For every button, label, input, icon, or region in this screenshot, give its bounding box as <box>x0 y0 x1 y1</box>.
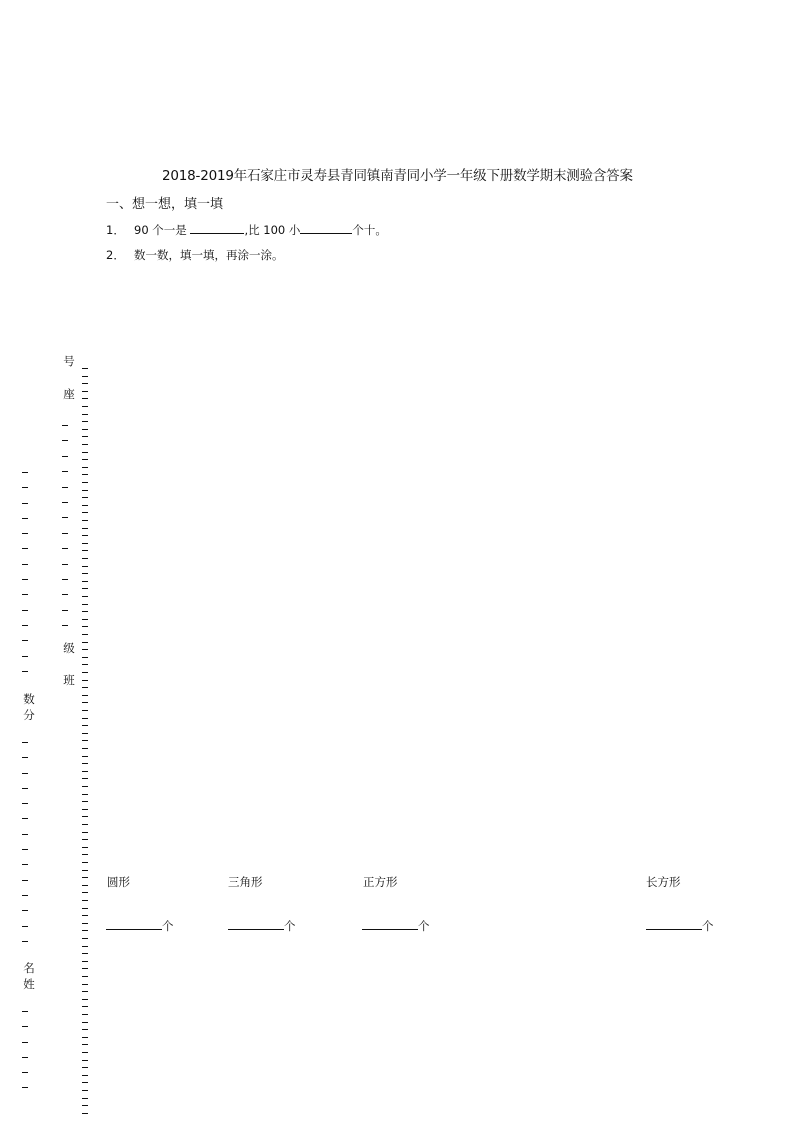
question-1 <box>106 221 387 238</box>
margin-dash <box>82 444 88 445</box>
margin-dash <box>82 1037 88 1038</box>
answer-blank[interactable] <box>190 221 244 234</box>
margin-dash <box>82 368 88 369</box>
margin-dash <box>22 742 28 743</box>
margin-dash <box>82 718 88 719</box>
margin-dash <box>82 801 88 802</box>
margin-dash <box>82 1060 88 1061</box>
margin-dash <box>82 1022 88 1023</box>
margin-dash <box>82 528 88 529</box>
question-2 <box>106 247 284 263</box>
question-number: 1． <box>106 223 125 237</box>
margin-dash <box>82 748 88 749</box>
margin-dash <box>82 877 88 878</box>
margin-dash <box>82 452 88 453</box>
margin-dash <box>82 512 88 513</box>
margin-dash <box>82 406 88 407</box>
margin-dash <box>22 640 28 641</box>
margin-dash <box>22 1087 28 1088</box>
margin-dash <box>82 649 88 650</box>
margin-dash <box>82 505 88 506</box>
seat-number-label: 号 <box>63 354 75 368</box>
margin-dash <box>82 900 88 901</box>
answer-blank[interactable] <box>106 919 162 930</box>
margin-dash <box>82 702 88 703</box>
margin-dash <box>82 930 88 931</box>
margin-dash <box>62 594 68 595</box>
question-number: 2． <box>106 248 125 262</box>
margin-dash <box>82 1006 88 1007</box>
margin-dash <box>22 803 28 804</box>
margin-dash <box>82 763 88 764</box>
margin-dash <box>82 885 88 886</box>
margin-dash <box>22 472 28 473</box>
margin-dash <box>82 672 88 673</box>
margin-dash <box>62 471 68 472</box>
margin-dash <box>82 467 88 468</box>
margin-dash <box>82 756 88 757</box>
margin-dash <box>82 794 88 795</box>
margin-dash <box>82 1014 88 1015</box>
margin-dash <box>22 773 28 774</box>
margin-dash <box>82 870 88 871</box>
margin-dash <box>82 1044 88 1045</box>
margin-dash <box>62 502 68 503</box>
shape-label-square: 正方形 <box>363 875 398 889</box>
margin-dash <box>82 984 88 985</box>
margin-dash <box>82 611 88 612</box>
margin-dash <box>82 398 88 399</box>
margin-dash <box>82 771 88 772</box>
margin-dash <box>22 1026 28 1027</box>
triangle-count: 个 <box>228 918 296 934</box>
margin-dash <box>82 710 88 711</box>
question-text: ,比 100 小 <box>244 223 301 237</box>
margin-dash <box>82 497 88 498</box>
margin-dash <box>82 991 88 992</box>
margin-dash <box>82 778 88 779</box>
margin-dash <box>82 786 88 787</box>
margin-dash <box>82 892 88 893</box>
margin-dash <box>82 740 88 741</box>
name-label: 名 姓 <box>23 961 35 991</box>
margin-dash <box>82 619 88 620</box>
margin-dash <box>82 436 88 437</box>
shape-label-triangle: 三角形 <box>228 875 263 889</box>
class-label: 班 <box>63 673 75 687</box>
margin-dash <box>82 474 88 475</box>
margin-dash <box>82 535 88 536</box>
margin-dash <box>82 1098 88 1099</box>
margin-dash <box>22 864 28 865</box>
margin-dash <box>82 824 88 825</box>
question-text: 90 个一是 <box>134 223 187 237</box>
margin-dash <box>82 1105 88 1106</box>
margin-dash <box>82 604 88 605</box>
margin-dash <box>62 610 68 611</box>
margin-dash <box>82 1082 88 1083</box>
margin-dash <box>82 938 88 939</box>
margin-dash <box>82 566 88 567</box>
margin-dash <box>82 946 88 947</box>
seat-number-label: 座 <box>63 387 75 401</box>
margin-dash <box>82 908 88 909</box>
answer-blank[interactable] <box>300 221 352 234</box>
margin-dash <box>82 429 88 430</box>
margin-dash <box>82 839 88 840</box>
margin-dash <box>82 573 88 574</box>
margin-dash <box>82 581 88 582</box>
margin-dash <box>62 425 68 426</box>
margin-dash <box>82 558 88 559</box>
margin-dash <box>82 664 88 665</box>
shape-label-rectangle: 长方形 <box>646 875 681 889</box>
margin-dash <box>82 550 88 551</box>
margin-dash <box>82 961 88 962</box>
margin-dash <box>82 854 88 855</box>
margin-dash <box>22 788 28 789</box>
margin-dash <box>22 1011 28 1012</box>
margin-dash <box>82 1052 88 1053</box>
margin-dash <box>82 642 88 643</box>
answer-blank[interactable] <box>228 919 284 930</box>
margin-dash <box>82 953 88 954</box>
margin-dash <box>22 1042 28 1043</box>
margin-dash <box>82 596 88 597</box>
margin-dash <box>62 456 68 457</box>
margin-dash <box>82 915 88 916</box>
margin-dash <box>82 414 88 415</box>
margin-dash <box>82 383 88 384</box>
margin-dash <box>82 687 88 688</box>
margin-dash <box>22 926 28 927</box>
margin-dash <box>22 941 28 942</box>
margin-dash <box>62 625 68 626</box>
margin-dash <box>22 895 28 896</box>
margin-dash <box>62 517 68 518</box>
margin-dash <box>22 625 28 626</box>
margin-dash <box>62 487 68 488</box>
margin-dash <box>22 487 28 488</box>
margin-dash <box>22 757 28 758</box>
margin-dash <box>82 976 88 977</box>
margin-dash <box>82 634 88 635</box>
margin-dash <box>82 725 88 726</box>
margin-dash <box>22 594 28 595</box>
margin-dash <box>82 1075 88 1076</box>
margin-dash <box>22 656 28 657</box>
margin-dash <box>22 579 28 580</box>
section-heading: 一、想一想，填一填 <box>106 197 224 212</box>
margin-dash <box>82 968 88 969</box>
margin-dash <box>82 832 88 833</box>
answer-blank[interactable] <box>362 919 418 930</box>
margin-dash <box>82 680 88 681</box>
margin-dash <box>22 1072 28 1073</box>
class-label: 级 <box>63 641 75 655</box>
margin-dash <box>22 880 28 881</box>
margin-dash <box>82 482 88 483</box>
margin-dash <box>82 588 88 589</box>
margin-dash <box>82 657 88 658</box>
margin-dash <box>22 518 28 519</box>
margin-dash <box>82 862 88 863</box>
margin-dash <box>22 1057 28 1058</box>
margin-dash <box>82 809 88 810</box>
margin-dash <box>62 440 68 441</box>
margin-dash <box>22 834 28 835</box>
page-title: 2018-2019年石家庄市灵寿县青同镇南青同小学一年级下册数学期末测验含答案 <box>162 168 633 184</box>
rectangle-count: 个 <box>646 918 714 934</box>
margin-dash <box>82 1090 88 1091</box>
margin-dash <box>82 459 88 460</box>
margin-dash <box>82 733 88 734</box>
margin-dash <box>62 548 68 549</box>
margin-dash <box>82 490 88 491</box>
margin-dash <box>82 1067 88 1068</box>
question-text: 数一数，填一填，再涂一涂。 <box>134 248 284 262</box>
margin-dash <box>82 999 88 1000</box>
margin-dash <box>62 579 68 580</box>
margin-dash <box>82 376 88 377</box>
margin-dash <box>82 1029 88 1030</box>
circle-count: 个 <box>106 918 174 934</box>
margin-dash <box>82 847 88 848</box>
margin-dash <box>22 671 28 672</box>
margin-dash <box>22 818 28 819</box>
margin-dash <box>82 695 88 696</box>
margin-dash <box>62 564 68 565</box>
margin-dash <box>82 421 88 422</box>
margin-dash <box>22 533 28 534</box>
margin-dash <box>82 626 88 627</box>
margin-dash <box>82 1113 88 1114</box>
answer-blank[interactable] <box>646 919 702 930</box>
margin-dash <box>22 503 28 504</box>
margin-dash <box>22 910 28 911</box>
margin-dash <box>22 548 28 549</box>
margin-dash <box>82 816 88 817</box>
square-count: 个 <box>362 918 430 934</box>
margin-dash <box>22 564 28 565</box>
margin-dash <box>62 533 68 534</box>
margin-dash <box>82 543 88 544</box>
margin-dash <box>82 391 88 392</box>
margin-dash <box>82 520 88 521</box>
question-text: 个十。 <box>352 223 387 237</box>
margin-dash <box>82 923 88 924</box>
score-label: 数 分 <box>23 692 35 722</box>
margin-dash <box>22 849 28 850</box>
margin-dash <box>22 610 28 611</box>
shape-label-circle: 圆形 <box>107 875 130 889</box>
